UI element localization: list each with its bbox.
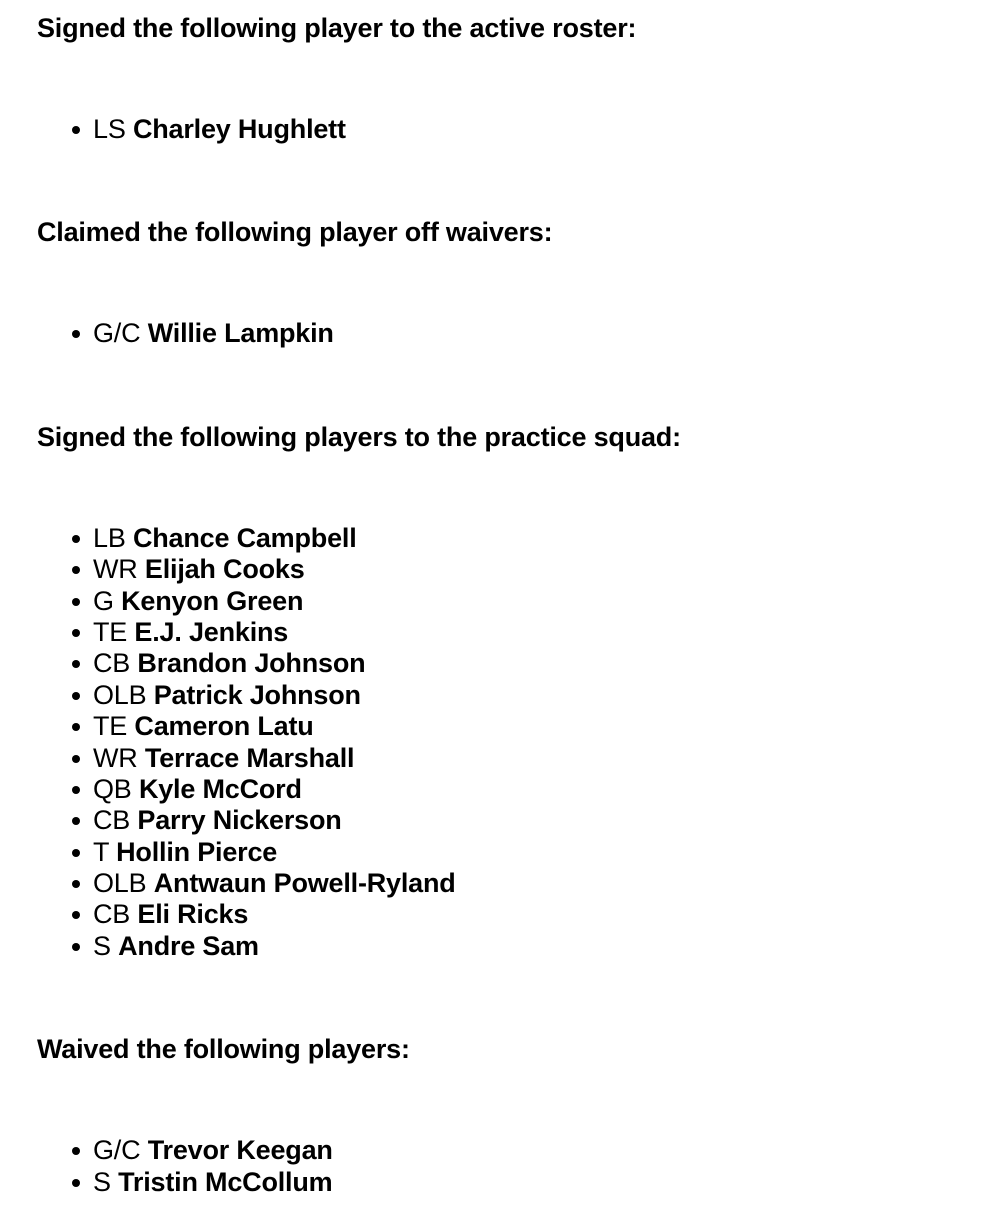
player-position: OLB bbox=[93, 679, 147, 710]
bullet-icon bbox=[72, 330, 80, 338]
bullet-icon bbox=[72, 849, 80, 857]
player-position: QB bbox=[93, 773, 132, 804]
bullet-icon bbox=[72, 817, 80, 825]
bullet-icon bbox=[72, 598, 80, 606]
bullet-icon bbox=[72, 943, 80, 951]
bullet-icon bbox=[72, 911, 80, 919]
list-item bbox=[37, 554, 977, 585]
bullet-icon bbox=[72, 1179, 80, 1187]
bullet-icon bbox=[72, 126, 80, 134]
list-item bbox=[37, 1167, 977, 1198]
player-name: Willie Lampkin bbox=[147, 318, 334, 349]
list-item bbox=[37, 114, 977, 145]
player-position: WR bbox=[93, 742, 138, 773]
list-item bbox=[37, 805, 977, 836]
player-position: T bbox=[93, 836, 109, 867]
player-name: Chance Campbell bbox=[132, 522, 357, 553]
player-position: WR bbox=[93, 554, 138, 585]
player-position: CB bbox=[93, 899, 131, 930]
player-position: OLB bbox=[93, 868, 147, 899]
list-item bbox=[37, 837, 977, 868]
player-name: Hollin Pierce bbox=[116, 836, 278, 867]
bullet-icon bbox=[72, 723, 80, 731]
bullet-icon bbox=[72, 880, 80, 888]
player-name: Brandon Johnson bbox=[137, 648, 366, 679]
player-position: CB bbox=[93, 805, 131, 836]
section-heading-waived: Waived the following players: bbox=[37, 1034, 410, 1065]
list-item bbox=[37, 1135, 977, 1166]
list-item bbox=[37, 711, 977, 742]
list-item bbox=[37, 931, 977, 962]
player-position: G bbox=[93, 585, 114, 616]
section-heading-practice-squad: Signed the following players to the practice squad: bbox=[37, 421, 681, 452]
player-name: Parry Nickerson bbox=[137, 805, 342, 836]
player-position: TE bbox=[93, 616, 128, 647]
bullet-icon bbox=[72, 629, 80, 637]
bullet-icon bbox=[72, 1147, 80, 1155]
player-list-waived bbox=[37, 1135, 977, 1198]
player-position: G/C bbox=[93, 318, 141, 349]
player-position: S bbox=[93, 1166, 111, 1197]
player-name: Andre Sam bbox=[118, 930, 259, 961]
list-item bbox=[37, 743, 977, 774]
bullet-icon bbox=[72, 566, 80, 574]
player-name: Antwaun Powell-Ryland bbox=[153, 868, 456, 899]
bullet-icon bbox=[72, 786, 80, 794]
bullet-icon bbox=[72, 755, 80, 763]
player-position: TE bbox=[93, 711, 128, 742]
player-name: Cameron Latu bbox=[134, 711, 314, 742]
player-list-practice-squad bbox=[37, 523, 977, 962]
player-name: Charley Hughlett bbox=[132, 114, 346, 144]
list-item bbox=[37, 586, 977, 617]
bullet-icon bbox=[72, 660, 80, 668]
list-item bbox=[37, 899, 977, 930]
list-item bbox=[37, 523, 977, 554]
list-item bbox=[37, 617, 977, 648]
player-position: LB bbox=[93, 522, 126, 553]
section-heading-active-roster: Signed the following player to the active roster: bbox=[37, 13, 637, 43]
player-position: S bbox=[93, 930, 111, 961]
bullet-icon bbox=[72, 692, 80, 700]
player-position: G/C bbox=[93, 1135, 141, 1166]
player-list-waiver-claims bbox=[37, 318, 977, 349]
player-name: Terrace Marshall bbox=[144, 742, 355, 773]
list-item bbox=[37, 868, 977, 899]
section-heading-waiver-claims: Claimed the following player off waivers: bbox=[37, 217, 553, 248]
list-item bbox=[37, 648, 977, 679]
list-item bbox=[37, 318, 977, 349]
player-name: Trevor Keegan bbox=[147, 1135, 333, 1166]
player-name: Eli Ricks bbox=[137, 899, 249, 930]
transactions-document bbox=[37, 0, 977, 1198]
player-name: Patrick Johnson bbox=[153, 679, 361, 710]
player-name: Kenyon Green bbox=[121, 585, 304, 616]
player-position: LS bbox=[93, 114, 126, 144]
player-list-active-roster bbox=[37, 114, 977, 145]
player-name: Elijah Cooks bbox=[144, 554, 305, 585]
list-item bbox=[37, 774, 977, 805]
player-name: Kyle McCord bbox=[138, 773, 302, 804]
player-name: E.J. Jenkins bbox=[134, 616, 289, 647]
player-position: CB bbox=[93, 648, 131, 679]
list-item bbox=[37, 680, 977, 711]
player-name: Tristin McCollum bbox=[118, 1166, 333, 1197]
bullet-icon bbox=[72, 535, 80, 543]
